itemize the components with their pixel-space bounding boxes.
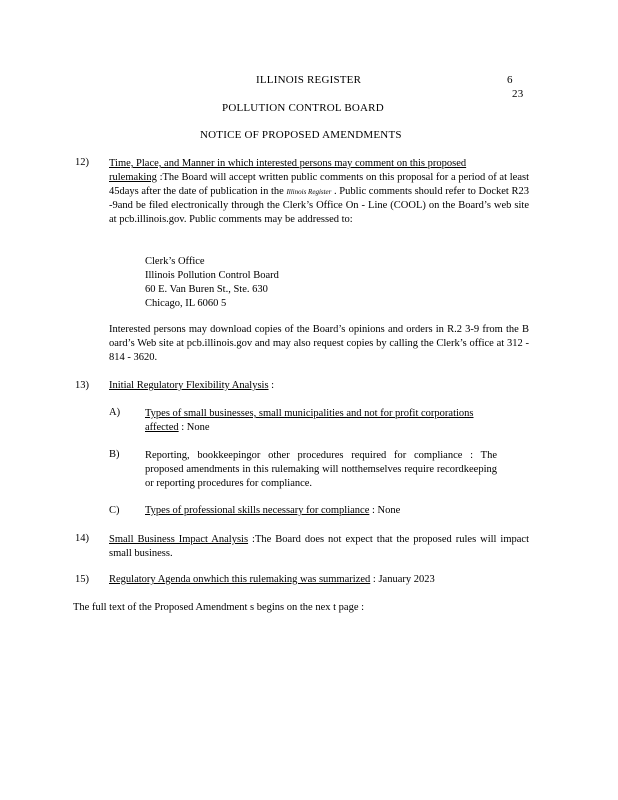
clerk-address [145,255,279,311]
section-12-number: 12) [75,157,89,168]
section-12-text-2: . Public comments should refer to Docket R23 -9and be filed electronically through the Clerk’s Office On - Line (COOL) on the Board’s web site at pcb.illinois.gov. Public comments may be addressed to: [109,186,529,225]
register-title: ILLINOIS REGISTER [256,74,362,86]
issue-number: 23 [512,88,524,100]
address-line-4: Chicago, IL 6060 5 [145,298,227,309]
section-12-body [109,157,529,227]
section-13-heading: Initial Regulatory Flexibility Analysis [109,380,269,391]
item-b-label: B) [109,449,120,460]
item-b-text: Reporting, bookkeepingor other procedures required for compliance : The proposed amendments in this rulemaking will notthemselves require recordkeeping or reporting procedures for compliance. [145,450,497,489]
page-number: 6 [507,74,513,86]
section-12-heading-end: rulemaking [109,172,157,183]
address-line-3: 60 E. Van Buren St., Ste. 630 [145,284,268,295]
item-a-tail: : None [178,422,210,433]
item-c-label: C) [109,505,120,516]
board-title: POLLUTION CONTROL BOARD [222,102,384,114]
section-14-text: :The Board does not expect that the proposed rules will impact small business. [109,534,529,559]
item-a-body [145,407,529,435]
item-c-body [145,505,400,516]
item-a-heading-end: affected [145,422,179,433]
full-text-notice: The full text of the Proposed Amendment s begins on the nex t page : [73,602,365,613]
item-c-tail: : None [369,505,401,516]
section-15-body [109,574,435,585]
section-13-number: 13) [75,380,89,391]
section-15-text: : January 2023 [370,574,435,585]
section-15-number: 15) [75,574,89,585]
section-14-body [109,533,529,561]
item-c-heading: Types of professional skills necessary for compliance [145,505,370,516]
section-12-text-1: :The Board will accept written public comments on this proposal for a period of at least 45days after the date of publication in the [109,172,529,197]
section-15-heading: Regulatory Agenda onwhich this rulemaking was summarized [109,574,371,585]
section-14-number: 14) [75,533,89,544]
item-a-label: A) [109,407,121,418]
section-14-heading: Small Business Impact Analysis [109,534,249,545]
address-line-1: Clerk’s Office [145,256,205,267]
illinois-register-italic: Illinois Register [286,188,332,196]
item-a-heading: Types of small businesses, small municipalities and not for profit corporations [145,408,474,419]
address-line-2: Illinois Pollution Control Board [145,270,279,281]
section-12-heading: Time, Place, and Manner in which interested persons may comment on this proposed [109,158,467,169]
notice-title: NOTICE OF PROPOSED AMENDMENTS [200,129,402,141]
section-13-heading-tail: : [268,380,275,391]
section-12-closing: Interested persons may download copies of the Board’s opinions and orders in R.2 3-9 from the B oard’s Web site at pcb.illinois.gov and may also request copies by calling the Clerk’s office at 312 - 814 - 3620. [109,324,529,363]
section-13-heading-line [109,380,274,391]
